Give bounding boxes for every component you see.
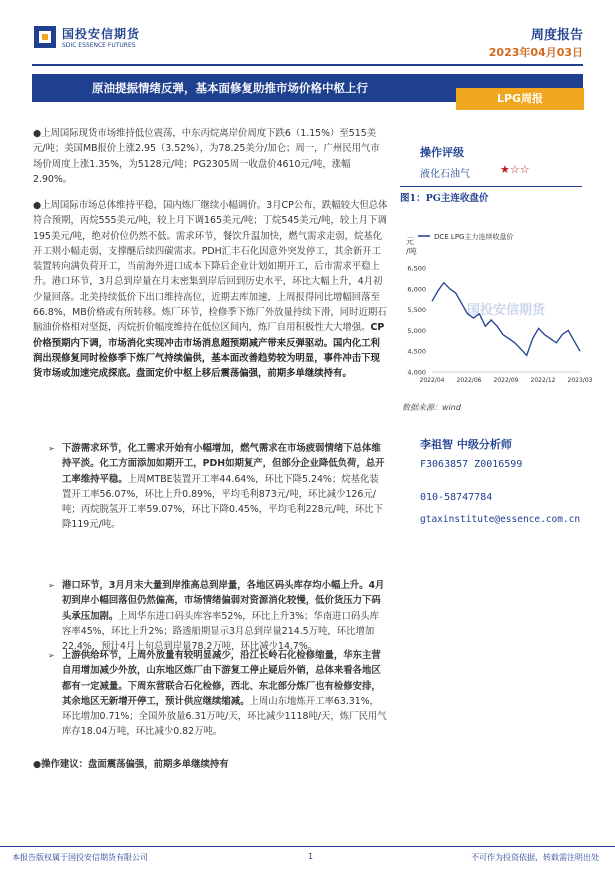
supply-section	[62, 648, 388, 740]
page-number: 1	[308, 852, 314, 861]
y-unit-label: 元	[406, 237, 414, 246]
analyst-email: gtaxinstitute@essence.com.cn	[420, 514, 581, 525]
x-tick-label: 2022/09	[493, 377, 519, 384]
data-source: 数据来源：wind	[402, 403, 461, 412]
logo-icon	[34, 26, 56, 48]
supply-heading: 上游供给环节，上周外放量有较明显减少，沿江长岭石化检修缩量，华东主营自用增加减少外放，山东地区炼厂由下游复工停止疑后外销，总体来看各地区都有一定减量。下周东营联合石化检修，西北、东北部分炼厂也有检修安排，其余地区无新增开停工，预计供应继续缩减。	[62, 650, 381, 707]
arrow-bullet-icon: ➢	[48, 651, 55, 660]
footer-copyright: 本报告版权属于国投安信期货有限公司	[12, 853, 148, 862]
x-tick-label: 2023/03	[567, 377, 593, 384]
y-tick-label: 6,500	[407, 264, 426, 273]
logo-subtext: SDIC ESSENCE FUTURES	[62, 42, 136, 49]
port-section	[62, 578, 388, 654]
x-tick-label: 2022/06	[456, 377, 482, 384]
arrow-bullet-icon: ➢	[48, 581, 55, 590]
rating-product: 液化石油气	[420, 169, 470, 180]
operation-advice: ●操作建议：盘面震荡偏强，前期多单继续持有	[33, 759, 229, 770]
port-heading: 港口环节，3月月末大量到岸推高总到岸量，各地区码头库存均小幅上升。4月初到岸小幅回落但仍然偏高，市场情绪偏弱对资源消化较慢，低价货压力下码头承压加剧。	[62, 580, 385, 622]
y-tick-label: 4,500	[407, 347, 426, 356]
figure-title: 图1：PG主连收盘价	[400, 193, 489, 204]
analysis-paragraph	[33, 198, 388, 382]
header-divider	[32, 64, 583, 66]
chart-watermark: 国投安信期货	[466, 303, 546, 318]
analyst-cert: F3063857 Z0016599	[420, 459, 523, 470]
y-unit-label: /吨	[406, 247, 417, 256]
report-date: 2023年04月03日	[488, 46, 583, 59]
rating-stars-icon: ★☆☆	[500, 163, 530, 176]
analysis-conclusion: CP价格预期内下调，市场消化实现冲击市场消息超预期减产带来反弹驱动。国内化工利润出现修复同时检修季下炼厂气持续偏供，基本面改善趋势较为明显，事件冲击下现货市场或加速完成探底。盘面定价中枢上移后震荡偏强，前期多单继续持有。	[33, 322, 385, 380]
page-title: 原油提振情绪反弹，基本面修复助推市场价格中枢上行	[92, 81, 368, 95]
demand-heading: 下游需求环节，化工需求开始有小幅增加，燃气需求在市场疲弱情绪下总体维持平淡。化工方面添加如期开工，PDH如期复产，但部分企业降低负荷，总开工率维持平稳。	[62, 443, 385, 485]
analysis-text: ●上周国际市场总体维持平稳，国内炼厂继续小幅调价。3月CP公布，跌幅较大但总体符合预期，丙烷555美元/吨，较上月下调165美元/吨；丁烷545美元/吨，较上月下调195美元/吨，绝对价位仍然不低。需求环节，餐饮升温加快，燃气需求走弱，烷基化开工则小幅走弱，支撑醚后续四碳需求。PDH汇丰石化因意外突发停工，其余新开工装置转向满负荷开工，当前海外进口成本下降后企业计划如期开工，后市需求平稳上升。港口环节，3月总到岸量在月末密集到岸后回到历史水平，环比大幅上升，4月初少量回落。北美持续低价下出口维持高位，近期去库加速，上周报得同比增幅回落至66.8%，MB价格或有所转移。炼厂环节，检修季下炼厂外放量持续下滑，同时近期石脑油价格相对坚挺，丙烷折价幅度维持在低位区间内，炼厂自用积极性大大增强。	[33, 200, 388, 334]
legend-label: DCE LPG主力连续收盘价	[434, 233, 514, 241]
x-tick-label: 2022/12	[530, 377, 556, 384]
x-tick-label: 2022/04	[419, 377, 445, 384]
y-tick-label: 6,000	[407, 285, 426, 294]
report-tag: LPG周报	[456, 88, 584, 110]
y-tick-label: 5,500	[407, 306, 426, 315]
summary-text: ●上周国际现货市场维持低位震荡，中东丙烷离岸价周度下跌6（1.15%）至515美元/吨；美国MB报价上涨2.95（3.52%），为78.25美分/加仑；周一，广州民用气市场价周度上涨1.35%，为5128元/吨；PG2305周一收盘价4610元/吨，涨幅2.90%。	[33, 128, 380, 185]
summary-paragraph	[33, 126, 388, 187]
report-type: 周度报告	[530, 28, 583, 43]
footer-disclaimer: 不可作为投资依据，转载需注明出处	[471, 853, 599, 862]
figure-divider	[400, 186, 582, 187]
supply-text: 上周山东地炼开工率63.31%，环比增加0.71%；全国外放量6.31万吨/天，环比减少1118吨/天，炼厂民用气库存18.04万吨，环比减少0.82万吨。	[62, 695, 387, 738]
demand-text: 上周MTBE装置开工率44.64%，环比下降5.24%；烷基化装置开工率56.07%，环比上升0.89%，平均毛利873元/吨，环比减少126元/吨；丙烷脱氢开工率59.07%，环比下降0.45%，平均毛利228元/吨，环比下降119元/吨。	[62, 473, 383, 531]
demand-section	[62, 441, 388, 533]
price-chart	[396, 212, 593, 390]
analyst-name: 李祖智 中级分析师	[420, 438, 512, 451]
port-text: 上周华东进口码头库容率52%，环比上升3%；华南进口码头库容率45%，环比上升2%；路透船期显示3月总到岸量214.5万吨，环比增加22.4%，预计4月上旬总到岸量78.2万吨，环比减少14.7%。	[62, 610, 379, 653]
footer-divider	[0, 846, 615, 847]
series-line	[432, 283, 580, 356]
analyst-phone: 010-58747784	[420, 492, 493, 503]
y-tick-label: 4,000	[407, 368, 426, 377]
logo-text: 国投安信期货	[62, 27, 141, 41]
y-tick-label: 5,000	[407, 326, 426, 335]
rating-heading: 操作评级	[420, 146, 464, 159]
arrow-bullet-icon: ➢	[48, 444, 55, 453]
